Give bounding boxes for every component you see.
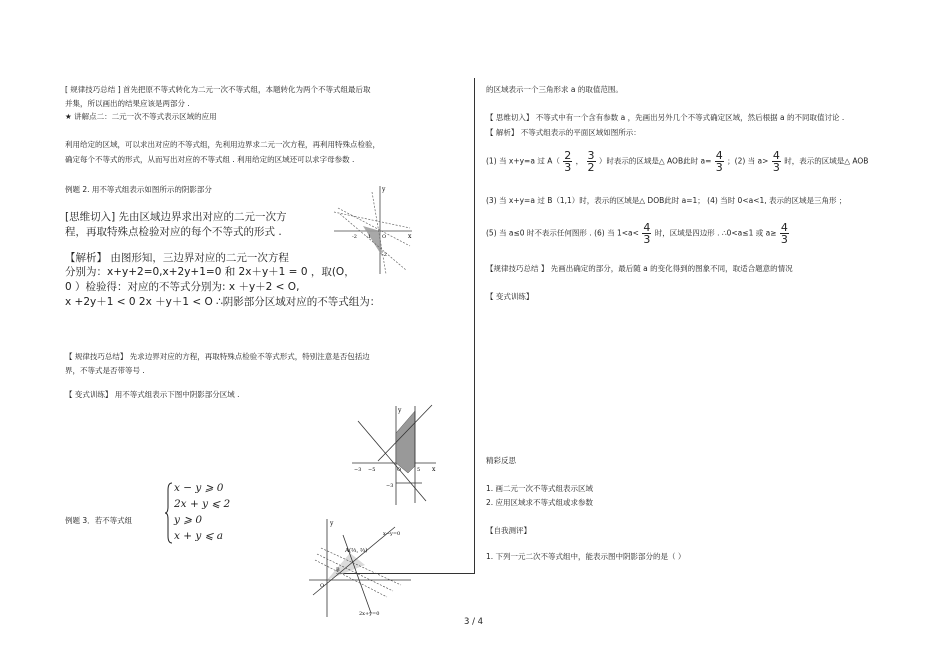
- fig2-origin: O: [397, 467, 402, 473]
- case-1-d: 时，表示的区域是△ AOB: [784, 156, 869, 166]
- fraction-4-3-a-den: 3: [715, 161, 723, 174]
- reflection-title: 精彩反思: [486, 456, 516, 465]
- fig1-label-n2: -2: [382, 252, 387, 258]
- right-rule-summary: 【规律技巧总结 】 先画出确定的部分，最后随 a 的变化得到的图象不同，取适合题意的情况: [486, 264, 793, 273]
- question-1: 1. 下列一元二次不等式组中，能表示图中阴影部分的是（ ）: [486, 552, 686, 561]
- variant-figure: [350, 403, 440, 508]
- example-3-label: 例题 3．若不等式组: [65, 516, 133, 525]
- solution-line-3: 0 ）检验得：对应的不等式分别为: x ＋y＋2 < O,: [65, 281, 300, 293]
- point-two-heading: ★ 讲解点二：二元一次不等式表示区域的应用: [65, 112, 217, 121]
- example-3-figure: [305, 515, 415, 620]
- fig2-label-m5: −5: [368, 467, 376, 473]
- right-line-1: 的区域表示一个三角形求 a 的取值范围。: [486, 85, 623, 94]
- fraction-3-2-num: 3: [587, 149, 595, 162]
- rule-summary-2b: 界，不等式是否带等号 .: [65, 366, 145, 375]
- reflection-item-2: 2. 应用区域求不等式组或求参数: [486, 498, 594, 507]
- fraction-4-3-b-num: 4: [772, 149, 780, 162]
- fraction-2-3-den: 3: [564, 161, 572, 174]
- reflection-item-1: 1. 画二元一次不等式组表示区域: [486, 484, 594, 493]
- left-column-border: [474, 78, 475, 573]
- fig3-point-b: B: [336, 567, 340, 573]
- fraction-2-3: [563, 150, 572, 173]
- fraction-4-3-a-num: 4: [715, 149, 723, 162]
- example-2-title: 例题 2. 用不等式组表示如图所示的阴影部分: [65, 185, 212, 194]
- fig2-label-m3y: −3: [386, 483, 394, 489]
- rule-summary-1: [ 规律技巧总结 ] 首先把原不等式转化为二元一次不等式组，本题转化为两个不等式组最后取: [65, 85, 371, 94]
- fraction-4-3-c: [642, 222, 651, 245]
- fig1-label-m2: -2: [352, 234, 357, 240]
- case-3-4: (3) 当 x+y=a 过 B（1,1）时，表示的区域是△ DOB此时 a=1； (4) 当时 0<a<1, 表示的区域是三角形 ；: [486, 196, 847, 205]
- case-1-2: [486, 150, 868, 173]
- fig3-origin: O: [320, 583, 325, 589]
- case-1-a: (1) 当 x+y=a 过 A（: [486, 156, 560, 166]
- right-think: 【 思维切入】 不等式中有一个含有参数 a ，先画出另外几个不等式确定区域，然后根据 a 的不同取值讨论 .: [486, 113, 845, 122]
- case-5-6: [486, 222, 790, 245]
- fraction-4-3-b-den: 3: [772, 161, 780, 174]
- page-number: 3 / 4: [464, 617, 484, 627]
- intro-line-1: 利用给定的区域，可以求出对应的不等式组，先利用边界求二元一次方程，再利用特殊点检验，: [65, 140, 380, 149]
- fig1-x-label: x: [408, 233, 412, 240]
- solution-line-4: x +2y＋1 < 0 2x ＋y＋1 < O ∴阴影部分区域对应的不等式组为：: [65, 296, 381, 308]
- fig3-y-label: y: [330, 520, 334, 527]
- fig3-line-2xy: 2x+y=0: [359, 611, 380, 617]
- fraction-4-3-d-den: 3: [780, 233, 788, 246]
- right-variant-training: 【 变式训练】: [486, 292, 534, 301]
- think-line-2: 程，再取特殊点检验对应的每个不等式的形式 .: [65, 226, 282, 238]
- case-5-b: 时，区域是四边形 . ∴0<a≤1 或 a≥: [654, 228, 777, 238]
- system-brace: [165, 482, 173, 544]
- system-row-4: x + y ⩽ a: [174, 530, 224, 542]
- fig2-label-p5: 5: [417, 467, 421, 473]
- variant-training-left: 【 变式训练】 用不等式组表示下图中阴影部分区域 .: [65, 390, 240, 399]
- intro-line-2: 确定每个不等式的形式，从而写出对应的不等式组 . 利用给定的区域还可以求字母参数 .: [65, 155, 355, 164]
- rule-summary-1b: 并集，所以画出的结果应该是两部分 .: [65, 99, 190, 108]
- self-test-heading: 【自我测评】: [486, 526, 531, 535]
- fig2-y-label: y: [398, 407, 402, 414]
- fig3-line-xy: x−y=0: [383, 531, 401, 537]
- fraction-4-3-a: [715, 150, 724, 173]
- fig2-label-m3: −3: [354, 467, 362, 473]
- fig1-origin: O: [382, 234, 387, 240]
- system-row-3: y ⩾ 0: [174, 514, 203, 526]
- fig1-y-label: y: [382, 186, 386, 193]
- fraction-4-3-c-num: 4: [643, 221, 651, 234]
- fraction-3-2: [587, 150, 596, 173]
- case-5-a: (5) 当 a≤0 时不表示任何图形 . (6) 当 1<a<: [486, 228, 639, 238]
- case-1-c: ；(2) 当 a>: [727, 156, 769, 166]
- fraction-4-3-b: [772, 150, 781, 173]
- fraction-4-3-d-num: 4: [780, 221, 788, 234]
- example-2-figure: [330, 182, 415, 277]
- rule-summary-2a: 【 规律技巧总结】 先求边界对应的方程，再取特殊点检验不等式形式，特别注意是否包括边: [65, 352, 370, 361]
- fraction-2-3-num: 2: [564, 149, 572, 162]
- system-row-1: x − y ⩾ 0: [174, 482, 224, 494]
- comma: ，: [575, 156, 584, 166]
- solution-line-2: 分别为：x+y+2=0,x+2y+1=0 和 2x＋y＋1 = 0 ，取(O，: [65, 266, 355, 278]
- system-row-2: 2x + y ⩽ 2: [174, 498, 231, 510]
- fig1-label-m1: -1: [366, 234, 371, 240]
- fraction-4-3-c-den: 3: [643, 233, 651, 246]
- solution-line-1: 【解析】 由图形知，三边界对应的二元一次方程: [65, 252, 289, 264]
- fraction-4-3-d: [780, 222, 789, 245]
- fraction-3-2-den: 2: [587, 161, 595, 174]
- right-analysis: 【 解析】 不等式组表示的平面区域如图所示：: [486, 128, 641, 137]
- think-line-1: [思维切入] 先由区域边界求出对应的二元一次方: [65, 211, 287, 223]
- case-1-b: ）时表示的区域是△ AOB此时 a=: [598, 156, 712, 166]
- fig2-x-label: x: [432, 466, 436, 473]
- fig3-point-a: A(⅔, ⅔): [345, 548, 368, 554]
